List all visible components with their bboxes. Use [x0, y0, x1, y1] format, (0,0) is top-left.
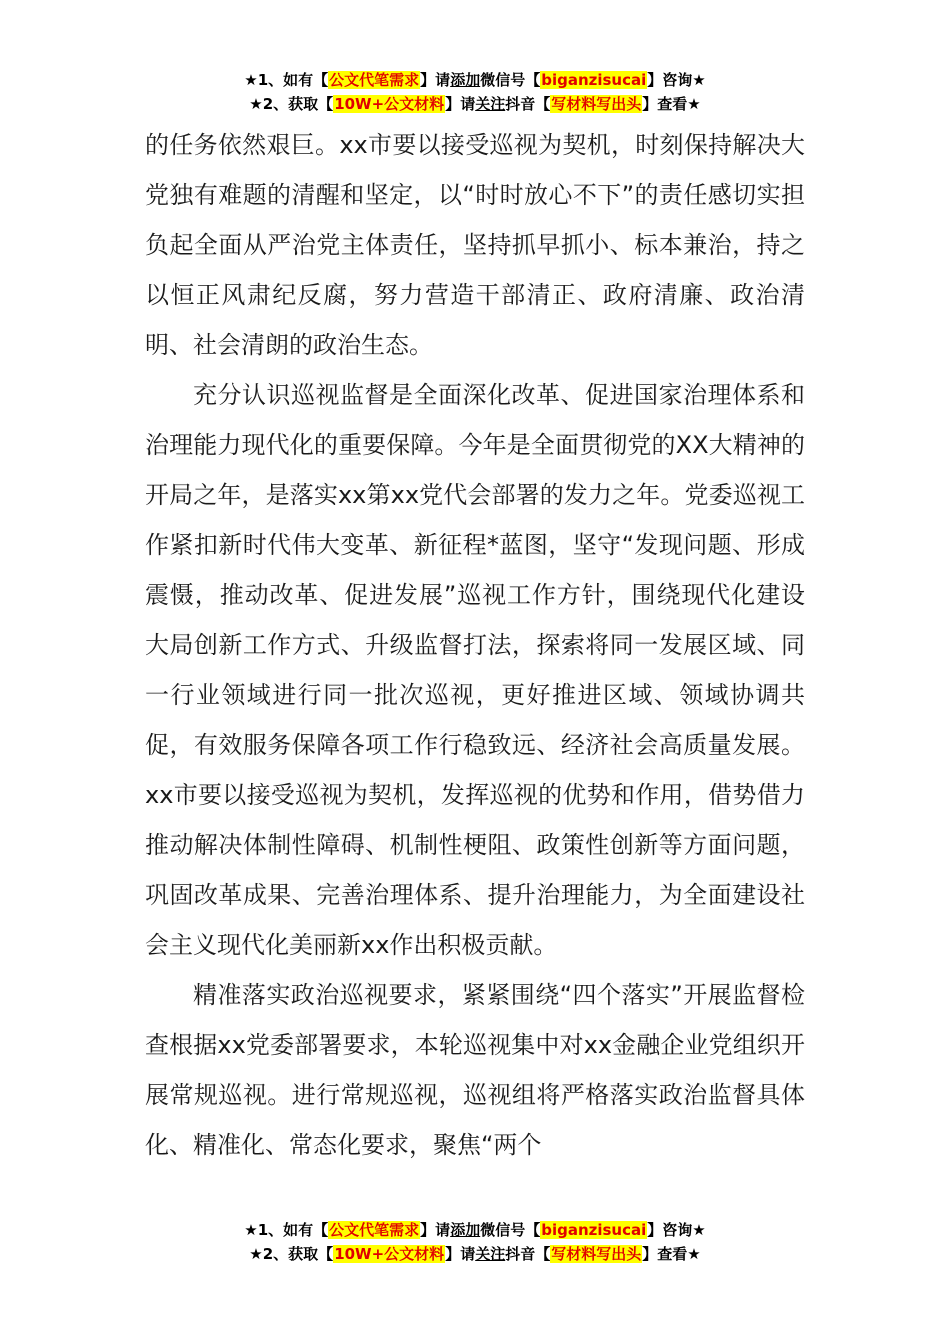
banner-highlight: 10W+公文材料 — [334, 1245, 445, 1263]
banner-text: 】请 — [420, 71, 451, 89]
banner-highlight: 公文代笔需求 — [329, 1221, 420, 1239]
banner-line-2 — [0, 92, 950, 116]
banner-text: 】请 — [445, 1245, 476, 1263]
banner-text: 抖音【 — [505, 95, 551, 113]
banner-underline-text: 添加 — [450, 71, 481, 89]
banner-underline-text: 添加 — [450, 1221, 481, 1239]
banner-highlight: 公文代笔需求 — [329, 71, 420, 89]
header-banner — [0, 68, 950, 116]
banner-line-1 — [0, 1218, 950, 1242]
banner-text: 】请 — [420, 1221, 451, 1239]
document-body — [145, 120, 805, 1170]
paragraph-3: 精准落实政治巡视要求，紧紧围绕“四个落实”开展监督检查根据xx党委部署要求，本轮巡视集中对xx金融企业党组织开展常规巡视。进行常规巡视，巡视组将严格落实政治监督具体化、精准化、常态化要求，聚焦“两个 — [145, 981, 805, 1159]
banner-underline-text: 关注 — [475, 95, 506, 113]
banner-text: 微信号【 — [480, 71, 541, 89]
banner-highlight: biganzisucai — [541, 71, 647, 89]
banner-text: 】咨询★ — [647, 1221, 706, 1239]
banner-underline-text: 关注 — [475, 1245, 506, 1263]
banner-text: ★1、如有【 — [244, 71, 329, 89]
banner-highlight: biganzisucai — [541, 1221, 647, 1239]
banner-line-1 — [0, 68, 950, 92]
banner-text: 抖音【 — [505, 1245, 551, 1263]
banner-text: 微信号【 — [480, 1221, 541, 1239]
banner-highlight: 写材料写出头 — [551, 95, 642, 113]
banner-text: ★2、获取【 — [249, 1245, 334, 1263]
banner-highlight: 写材料写出头 — [551, 1245, 642, 1263]
banner-text: ★2、获取【 — [249, 95, 334, 113]
banner-text: ★1、如有【 — [244, 1221, 329, 1239]
banner-text: 】查看★ — [642, 95, 701, 113]
banner-text: 】查看★ — [642, 1245, 701, 1263]
paragraph-1: 的任务依然艰巨。xx市要以接受巡视为契机，时刻保持解决大党独有难题的清醒和坚定，以“时时放心不下”的责任感切实担负起全面从严治党主体责任，坚持抓早抓小、标本兼治，持之以恒正风肃纪反腐，努力营造干部清正、政府清廉、政治清明、社会清朗的政治生态。 — [145, 131, 805, 359]
footer-banner — [0, 1218, 950, 1266]
paragraph-2: 充分认识巡视监督是全面深化改革、促进国家治理体系和治理能力现代化的重要保障。今年是全面贯彻党的XX大精神的开局之年，是落实xx第xx党代会部署的发力之年。党委巡视工作紧扣新时代伟大变革、新征程*蓝图，坚守“发现问题、形成震慑，推动改革、促进发展”巡视工作方针，围绕现代化建设大局创新工作方式、升级监督打法，探索将同一发展区域、同一行业领域进行同一批次巡视，更好推进区域、领域协调共促，有效服务保障各项工作行稳致远、经济社会高质量发展。xx市要以接受巡视为契机，发挥巡视的优势和作用，借势借力推动解决体制性障碍、机制性梗阻、政策性创新等方面问题，巩固改革成果、完善治理体系、提升治理能力，为全面建设社会主义现代化美丽新xx作出积极贡献。 — [145, 381, 805, 959]
banner-text: 】咨询★ — [647, 71, 706, 89]
banner-highlight: 10W+公文材料 — [334, 95, 445, 113]
banner-text: 】请 — [445, 95, 476, 113]
banner-line-2 — [0, 1242, 950, 1266]
